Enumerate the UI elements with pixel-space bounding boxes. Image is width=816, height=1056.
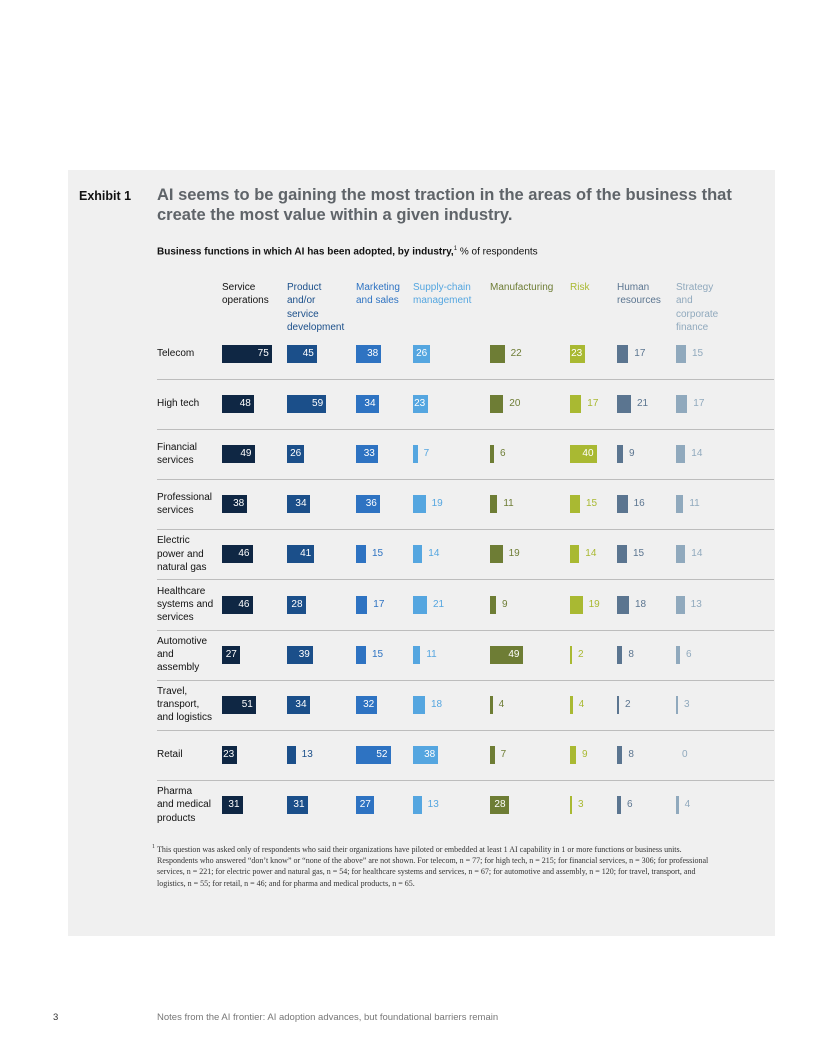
bar-retail-product-and-or-service-development <box>287 746 296 764</box>
page-number: 3 <box>53 1012 59 1023</box>
value-label-retail-human-resources: 8 <box>628 748 634 760</box>
value-label-financial-services-service-operations: 49 <box>240 448 252 460</box>
value-label-high-tech-human-resources: 21 <box>636 398 649 410</box>
bar-electric-power-and-natural-gas-risk <box>570 545 579 563</box>
bar-automotive-and-assembly-risk <box>570 646 572 664</box>
value-label-retail-supply-chain-management: 38 <box>424 748 436 760</box>
bar-healthcare-systems-and-services-supply-chain-management <box>413 596 427 614</box>
value-label-financial-services-strategy-and-corporate-finance: 14 <box>691 448 703 460</box>
bar-healthcare-systems-and-services-human-resources <box>617 596 629 614</box>
exhibit-label: Exhibit 1 <box>79 189 132 203</box>
column-header-human-resources: Human resources <box>617 282 661 307</box>
value-label-electric-power-and-natural-gas-risk: 14 <box>585 548 597 560</box>
bar-professional-services-supply-chain-management <box>413 495 426 513</box>
value-label-high-tech-risk: 17 <box>587 398 599 410</box>
value-label-healthcare-systems-and-services-service-operations: 46 <box>238 598 250 610</box>
value-label-telecom-supply-chain-management: 26 <box>416 348 428 359</box>
row-divider <box>157 379 774 380</box>
exhibit-title: AI seems to be gaining the most traction in the areas of the business that create the most value within a given industry. <box>157 186 732 224</box>
bar-financial-services-manufacturing <box>490 445 494 463</box>
bar-travel-transport-and-logistics-human-resources <box>617 696 619 714</box>
value-label-professional-services-risk: 15 <box>585 498 598 510</box>
value-label-telecom-human-resources: 17 <box>634 348 646 359</box>
value-label-travel-transport-and-logistics-strategy-and-corporate-finance: 3 <box>684 698 690 710</box>
column-header-manufacturing: Manufacturing <box>490 282 554 293</box>
bar-professional-services-human-resources <box>617 495 628 513</box>
row-divider <box>157 579 774 580</box>
value-label-professional-services-product-and-or-service-development: 34 <box>295 498 307 510</box>
page-footer: Notes from the AI frontier: AI adoption advances, but foundational barriers remain <box>157 1012 499 1023</box>
bar-retail-manufacturing <box>490 746 495 764</box>
value-label-pharma-and-medical-products-product-and-or-service-development: 31 <box>293 798 305 810</box>
value-label-telecom-marketing-and-sales: 38 <box>367 348 379 359</box>
value-label-high-tech-manufacturing: 20 <box>509 398 521 410</box>
bar-telecom-manufacturing <box>490 345 505 363</box>
value-label-electric-power-and-natural-gas-supply-chain-management: 14 <box>428 548 440 560</box>
value-label-professional-services-human-resources: 16 <box>633 498 645 510</box>
bar-pharma-and-medical-products-strategy-and-corporate-finance <box>676 796 679 814</box>
value-label-financial-services-marketing-and-sales: 33 <box>363 448 375 460</box>
value-label-pharma-and-medical-products-manufacturing: 28 <box>494 798 506 810</box>
value-label-retail-manufacturing: 7 <box>500 748 507 760</box>
row-label-financial-services: Financial services <box>157 441 198 467</box>
row-label-electric-power-and-natural-gas: Electric power and natural gas <box>157 535 207 574</box>
value-label-healthcare-systems-and-services-manufacturing: 9 <box>501 598 508 610</box>
value-label-high-tech-strategy-and-corporate-finance: 17 <box>693 398 705 410</box>
value-label-pharma-and-medical-products-strategy-and-corporate-finance: 4 <box>684 798 691 810</box>
value-label-pharma-and-medical-products-service-operations: 31 <box>228 798 240 810</box>
value-label-healthcare-systems-and-services-strategy-and-corporate-finance: 13 <box>690 598 702 610</box>
value-label-professional-services-strategy-and-corporate-finance: 11 <box>689 498 700 510</box>
bar-professional-services-risk <box>570 495 580 513</box>
bar-automotive-and-assembly-strategy-and-corporate-finance <box>676 646 680 664</box>
value-label-automotive-and-assembly-service-operations: 27 <box>225 648 237 660</box>
value-label-telecom-service-operations: 75 <box>257 348 269 359</box>
value-label-high-tech-service-operations: 48 <box>239 398 251 410</box>
value-label-travel-transport-and-logistics-marketing-and-sales: 32 <box>363 698 375 710</box>
row-divider <box>157 680 774 681</box>
row-label-travel-transport-and-logistics: Travel, transport, and logistics <box>157 685 213 724</box>
bar-professional-services-strategy-and-corporate-finance <box>676 495 683 513</box>
bar-travel-transport-and-logistics-strategy-and-corporate-finance <box>676 696 678 714</box>
value-label-automotive-and-assembly-risk: 2 <box>578 648 584 660</box>
footnote-text: This question was asked only of respondents who said their organizations have piloted or embedded at least 1 AI capability in 1 or more functions or business units. Respondents who answered “don’t know” or “none of the above” are not shown. For telecom, n = 77; for high tech, n = 215; for financial services, n = 306; for professional services, n = 221; for electric power and natural gas, n = 54; for healthcare systems and services, n = 67; for automotive and assembly, n = 120; for travel, transport, and logistics, n = 55; for retail, n = 46; and for pharma and medical products, n = 65. <box>157 845 709 888</box>
value-label-retail-product-and-or-service-development: 13 <box>301 748 313 760</box>
value-label-electric-power-and-natural-gas-human-resources: 15 <box>632 548 645 560</box>
bar-pharma-and-medical-products-risk <box>570 796 572 814</box>
value-label-telecom-manufacturing: 22 <box>510 348 522 359</box>
value-label-retail-risk: 9 <box>581 748 588 760</box>
row-label-high-tech: High tech <box>157 398 200 410</box>
row-label-professional-services: Professional services <box>157 492 213 517</box>
value-label-telecom-strategy-and-corporate-finance: 15 <box>691 348 704 359</box>
value-label-electric-power-and-natural-gas-service-operations: 46 <box>238 548 250 560</box>
row-divider <box>157 780 774 781</box>
value-label-retail-strategy-and-corporate-finance: 0 <box>682 748 688 760</box>
value-label-financial-services-product-and-or-service-development: 26 <box>290 448 302 460</box>
bar-telecom-strategy-and-corporate-finance <box>676 345 686 363</box>
value-label-healthcare-systems-and-services-supply-chain-management: 21 <box>432 598 445 610</box>
bar-retail-human-resources <box>617 746 622 764</box>
column-header-strategy-and-corporate-finance: Strategy and corporate finance <box>676 282 719 333</box>
row-label-telecom: Telecom <box>157 348 195 360</box>
bar-automotive-and-assembly-marketing-and-sales <box>356 646 366 664</box>
value-label-retail-marketing-and-sales: 52 <box>376 748 388 760</box>
value-label-automotive-and-assembly-supply-chain-management: 11 <box>426 648 437 660</box>
bar-financial-services-human-resources <box>617 445 623 463</box>
bar-automotive-and-assembly-human-resources <box>617 646 622 664</box>
value-label-financial-services-risk: 40 <box>582 448 594 460</box>
row-divider <box>157 730 774 731</box>
bar-electric-power-and-natural-gas-marketing-and-sales <box>356 545 366 563</box>
value-label-travel-transport-and-logistics-supply-chain-management: 18 <box>430 698 443 710</box>
value-label-high-tech-supply-chain-management: 23 <box>414 398 426 410</box>
bar-travel-transport-and-logistics-risk <box>570 696 573 714</box>
bar-pharma-and-medical-products-human-resources <box>617 796 621 814</box>
bar-travel-transport-and-logistics-manufacturing <box>490 696 493 714</box>
value-label-retail-service-operations: 23 <box>223 748 235 760</box>
bar-electric-power-and-natural-gas-manufacturing <box>490 545 503 563</box>
bar-professional-services-manufacturing <box>490 495 497 513</box>
value-label-travel-transport-and-logistics-service-operations: 51 <box>241 698 253 710</box>
bar-electric-power-and-natural-gas-strategy-and-corporate-finance <box>676 545 685 563</box>
row-label-retail: Retail <box>157 749 183 761</box>
chart-subtitle <box>157 246 538 257</box>
value-label-healthcare-systems-and-services-human-resources: 18 <box>634 598 647 610</box>
value-label-automotive-and-assembly-strategy-and-corporate-finance: 6 <box>685 648 692 660</box>
bar-healthcare-systems-and-services-manufacturing <box>490 596 496 614</box>
subtitle-unit: % of respondents <box>457 246 538 258</box>
value-label-telecom-product-and-or-service-development: 45 <box>302 348 314 359</box>
bar-healthcare-systems-and-services-marketing-and-sales <box>356 596 367 614</box>
column-header-supply-chain-management: Supply-chain management <box>413 282 472 307</box>
bar-healthcare-systems-and-services-risk <box>570 596 583 614</box>
value-label-electric-power-and-natural-gas-manufacturing: 19 <box>508 548 520 560</box>
value-label-electric-power-and-natural-gas-strategy-and-corporate-finance: 14 <box>691 548 703 560</box>
subtitle-main: Business functions in which AI has been adopted, by industry, <box>157 246 454 258</box>
value-label-healthcare-systems-and-services-marketing-and-sales: 17 <box>373 598 385 610</box>
value-label-healthcare-systems-and-services-product-and-or-service-development: 28 <box>291 598 303 610</box>
value-label-electric-power-and-natural-gas-marketing-and-sales: 15 <box>371 548 384 560</box>
value-label-professional-services-marketing-and-sales: 36 <box>365 498 377 510</box>
value-label-automotive-and-assembly-marketing-and-sales: 15 <box>371 648 384 660</box>
footnote-marker: 1 <box>152 844 155 850</box>
column-header-service-operations: Service operations <box>222 282 269 307</box>
row-divider <box>157 529 774 530</box>
bar-high-tech-strategy-and-corporate-finance <box>676 395 687 413</box>
bar-pharma-and-medical-products-supply-chain-management <box>413 796 422 814</box>
bar-high-tech-human-resources <box>617 395 631 413</box>
bar-financial-services-strategy-and-corporate-finance <box>676 445 685 463</box>
bar-electric-power-and-natural-gas-supply-chain-management <box>413 545 422 563</box>
bar-retail-risk <box>570 746 576 764</box>
value-label-financial-services-supply-chain-management: 7 <box>423 448 430 460</box>
row-divider <box>157 630 774 631</box>
value-label-telecom-risk: 23 <box>571 348 583 359</box>
value-label-pharma-and-medical-products-risk: 3 <box>578 798 584 810</box>
value-label-pharma-and-medical-products-marketing-and-sales: 27 <box>359 798 371 810</box>
value-label-automotive-and-assembly-product-and-or-service-development: 39 <box>298 648 310 660</box>
row-label-healthcare-systems-and-services: Healthcare systems and services <box>157 585 214 624</box>
value-label-automotive-and-assembly-manufacturing: 49 <box>508 648 520 660</box>
bar-healthcare-systems-and-services-strategy-and-corporate-finance <box>676 596 685 614</box>
value-label-travel-transport-and-logistics-manufacturing: 4 <box>498 698 505 710</box>
value-label-automotive-and-assembly-human-resources: 8 <box>628 648 634 660</box>
footnote <box>152 844 717 889</box>
row-divider <box>157 429 774 430</box>
column-header-product-and-or-service-development: Product and/or service development <box>287 282 345 333</box>
column-header-marketing-and-sales: Marketing and sales <box>356 282 400 307</box>
value-label-professional-services-supply-chain-management: 19 <box>431 498 443 510</box>
value-label-high-tech-marketing-and-sales: 34 <box>364 398 376 410</box>
value-label-pharma-and-medical-products-supply-chain-management: 13 <box>427 798 439 810</box>
row-divider <box>157 479 774 480</box>
value-label-high-tech-product-and-or-service-development: 59 <box>312 398 324 410</box>
value-label-financial-services-human-resources: 9 <box>628 448 635 460</box>
value-label-professional-services-manufacturing: 11 <box>503 498 514 510</box>
bar-high-tech-manufacturing <box>490 395 503 413</box>
row-label-pharma-and-medical-products: Pharma and medical products <box>157 785 211 824</box>
value-label-travel-transport-and-logistics-human-resources: 2 <box>625 698 631 710</box>
column-header-risk: Risk <box>570 282 590 293</box>
bar-electric-power-and-natural-gas-human-resources <box>617 545 627 563</box>
bar-automotive-and-assembly-supply-chain-management <box>413 646 420 664</box>
value-label-travel-transport-and-logistics-risk: 4 <box>578 698 585 710</box>
value-label-pharma-and-medical-products-human-resources: 6 <box>626 798 633 810</box>
subtitle-footnote-marker: 1 <box>453 246 458 252</box>
bar-financial-services-supply-chain-management <box>413 445 418 463</box>
bar-high-tech-risk <box>570 395 581 413</box>
row-label-automotive-and-assembly: Automotive and assembly <box>157 635 208 674</box>
bar-telecom-human-resources <box>617 345 628 363</box>
value-label-electric-power-and-natural-gas-product-and-or-service-development: 41 <box>300 548 312 560</box>
value-label-financial-services-manufacturing: 6 <box>499 448 506 460</box>
value-label-travel-transport-and-logistics-product-and-or-service-development: 34 <box>295 698 307 710</box>
value-label-professional-services-service-operations: 38 <box>233 498 245 510</box>
value-label-healthcare-systems-and-services-risk: 19 <box>588 598 600 610</box>
bar-travel-transport-and-logistics-supply-chain-management <box>413 696 425 714</box>
